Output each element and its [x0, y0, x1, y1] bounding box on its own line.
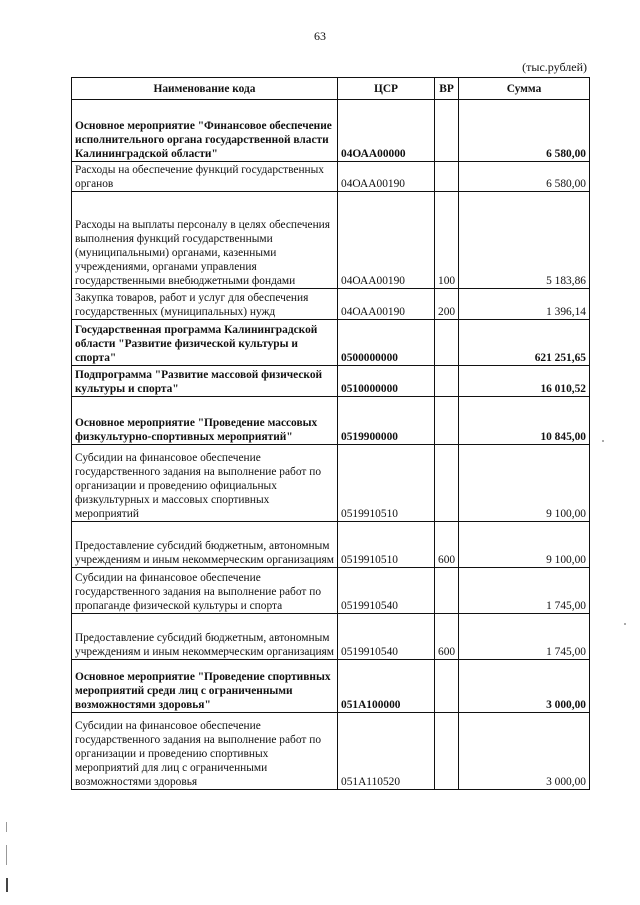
row-name: Субсидии на финансовое обеспечение государственного задания на выполнение работ по организации и проведению официальных физкультурных и массовых спортивных мероприятий	[72, 445, 338, 522]
row-csr: 04ОАА00000	[338, 100, 435, 162]
table-row	[72, 100, 590, 162]
row-vr	[435, 445, 459, 522]
row-name: Субсидии на финансовое обеспечение государственного задания на выполнение работ по пропаганде физической культуры и спорта	[72, 568, 338, 614]
row-csr: 0519910540	[338, 614, 435, 660]
row-vr	[435, 320, 459, 366]
table-row	[72, 713, 590, 790]
table-row	[72, 660, 590, 713]
row-vr	[435, 100, 459, 162]
row-name: Основное мероприятие "Проведение массовых физкультурно-спортивных мероприятий"	[72, 397, 338, 445]
row-sum: 9 100,00	[459, 522, 590, 568]
row-vr	[435, 713, 459, 790]
row-csr: 051А100000	[338, 660, 435, 713]
table-header-row	[72, 78, 590, 100]
row-sum: 5 183,86	[459, 192, 590, 289]
row-vr	[435, 568, 459, 614]
row-sum: 3 000,00	[459, 713, 590, 790]
scan-margin-mark	[6, 822, 7, 832]
row-name: Подпрограмма "Развитие массовой физической культуры и спорта"	[72, 366, 338, 397]
row-vr: 200	[435, 289, 459, 320]
header-name: Наименование кода	[72, 78, 338, 100]
header-sum: Сумма	[459, 78, 590, 100]
row-sum: 1 745,00	[459, 614, 590, 660]
row-vr: 600	[435, 522, 459, 568]
row-sum: 1 396,14	[459, 289, 590, 320]
table-row	[72, 568, 590, 614]
row-name: Предоставление субсидий бюджетным, автономным учреждениям и иным некоммерческим организациям	[72, 614, 338, 660]
row-vr: 600	[435, 614, 459, 660]
row-name: Основное мероприятие "Финансовое обеспечение исполнительного органа государственной власти Калининградской области"	[72, 100, 338, 162]
row-name: Субсидии на финансовое обеспечение государственного задания на выполнение работ по организации и проведению спортивных мероприятий для лиц с ограниченными возможностями здоровья	[72, 713, 338, 790]
row-name: Государственная программа Калининградской области "Развитие физической культуры и спорта"	[72, 320, 338, 366]
table-row	[72, 192, 590, 289]
table-row	[72, 397, 590, 445]
units-label: (тыс.рублей)	[522, 60, 587, 74]
row-csr: 0500000000	[338, 320, 435, 366]
row-vr	[435, 397, 459, 445]
row-sum: 10 845,00	[459, 397, 590, 445]
row-sum: 6 580,00	[459, 100, 590, 162]
table-row	[72, 366, 590, 397]
row-csr: 0519900000	[338, 397, 435, 445]
table-row	[72, 320, 590, 366]
row-sum: 1 745,00	[459, 568, 590, 614]
row-csr: 0510000000	[338, 366, 435, 397]
row-name: Основное мероприятие "Проведение спортивных мероприятий среди лиц с ограниченными возможностями здоровья"	[72, 660, 338, 713]
row-name: Расходы на выплаты персоналу в целях обеспечения выполнения функций государственными (муниципальными) органами, казенными учреждениями, органами управления государственными внебюджетными фондами	[72, 192, 338, 289]
row-csr: 0519910510	[338, 522, 435, 568]
page-number: 63	[314, 29, 326, 43]
row-vr	[435, 162, 459, 192]
row-csr: 0519910540	[338, 568, 435, 614]
row-csr: 04ОАА00190	[338, 162, 435, 192]
row-sum: 621 251,65	[459, 320, 590, 366]
table-row	[72, 289, 590, 320]
scan-edge-dot	[624, 623, 626, 625]
row-csr: 0519910510	[338, 445, 435, 522]
row-name: Закупка товаров, работ и услуг для обеспечения государственных (муниципальных) нужд	[72, 289, 338, 320]
row-vr	[435, 660, 459, 713]
row-csr: 04ОАА00190	[338, 192, 435, 289]
row-name: Предоставление субсидий бюджетным, автономным учреждениям и иным некоммерческим организациям	[72, 522, 338, 568]
header-csr: ЦСР	[338, 78, 435, 100]
scan-margin-mark	[6, 845, 7, 865]
row-sum: 9 100,00	[459, 445, 590, 522]
row-vr: 100	[435, 192, 459, 289]
header-vr: ВР	[435, 78, 459, 100]
table-row	[72, 445, 590, 522]
table-row	[72, 162, 590, 192]
scan-margin-mark	[6, 878, 8, 892]
row-sum: 3 000,00	[459, 660, 590, 713]
row-vr	[435, 366, 459, 397]
row-name: Расходы на обеспечение функций государственных органов	[72, 162, 338, 192]
budget-table	[71, 77, 590, 790]
row-csr: 051А110520	[338, 713, 435, 790]
row-sum: 16 010,52	[459, 366, 590, 397]
table-row	[72, 614, 590, 660]
row-sum: 6 580,00	[459, 162, 590, 192]
scan-edge-dot	[602, 440, 604, 442]
table-row	[72, 522, 590, 568]
row-csr: 04ОАА00190	[338, 289, 435, 320]
